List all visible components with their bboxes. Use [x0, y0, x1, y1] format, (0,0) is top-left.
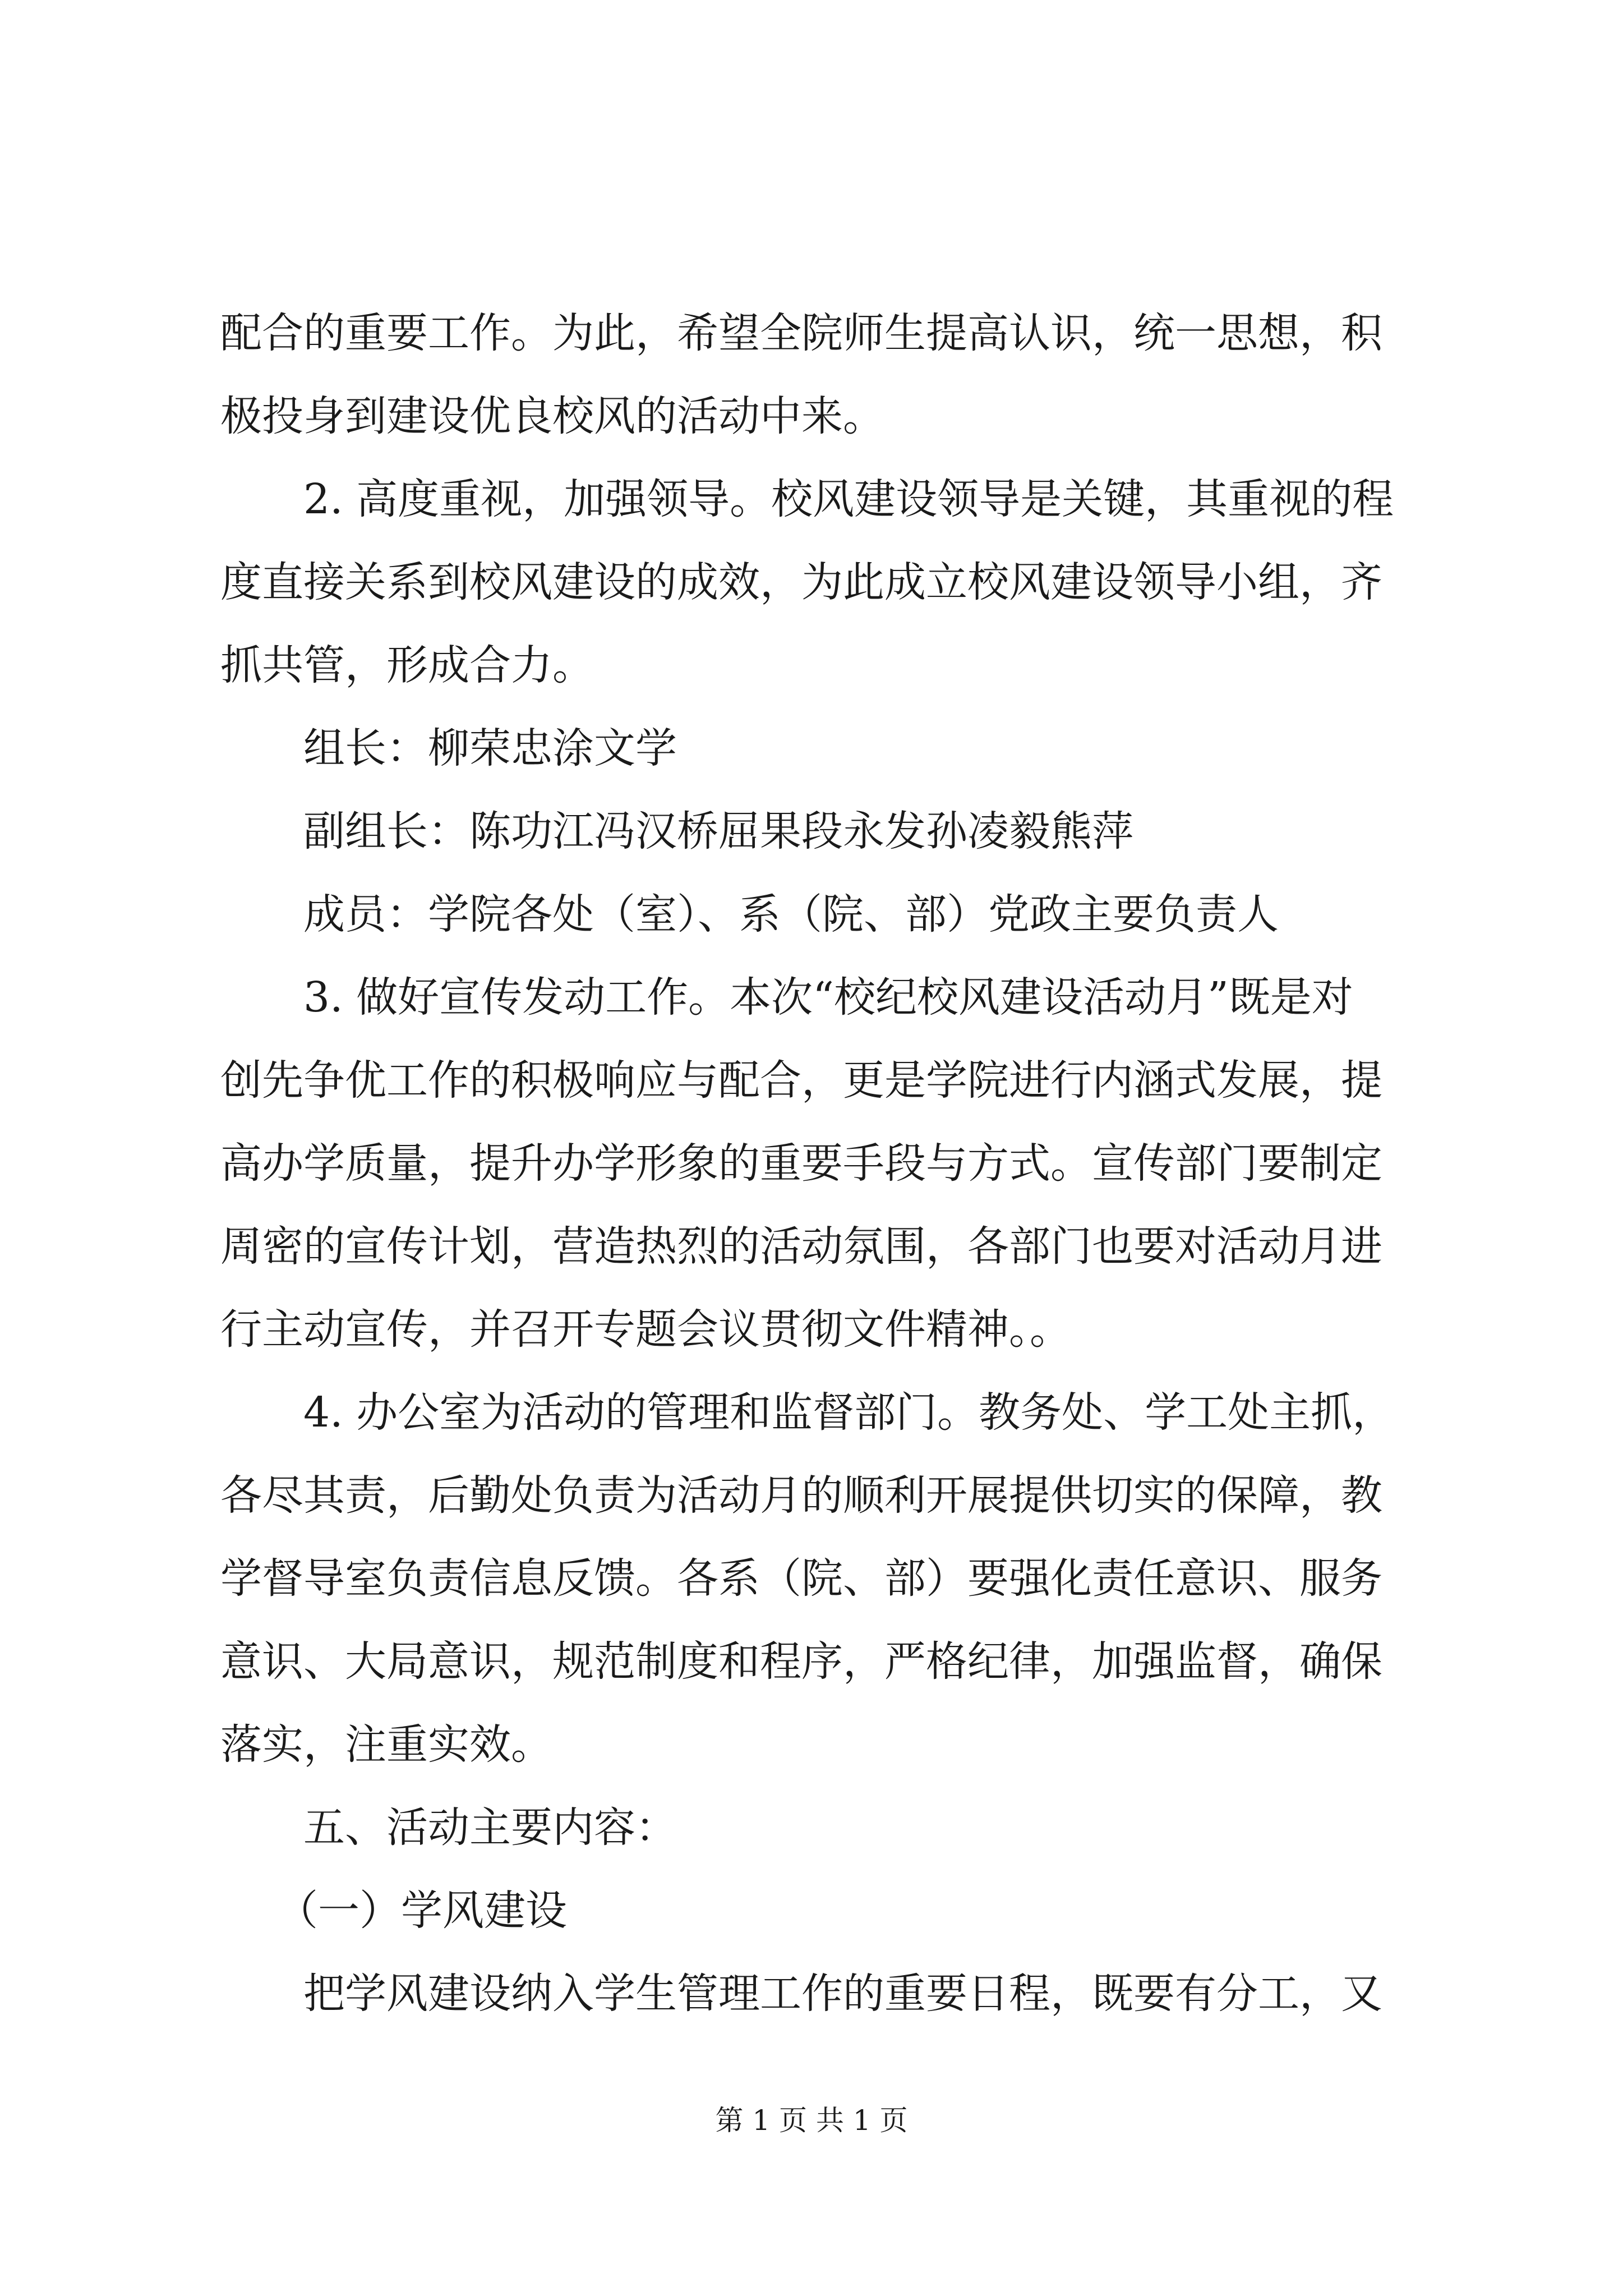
text-line: 行主动宣传，并召开专题会议贯彻文件精神。。: [220, 1305, 1071, 1354]
paragraph-3-start: 3. 做好宣传发动工作。本次“校纪校风建设活动月”既是对: [303, 973, 1353, 1022]
text-line: 各尽其责，后勤处负责为活动月的顺利开展提供切实的保障，教: [220, 1471, 1382, 1520]
group-leader-line: 组长：柳荣忠涂文学: [303, 724, 677, 772]
text-line: 学督导室负责信息反馈。各系（院、部）要强化责任意识、服务: [220, 1554, 1382, 1603]
deputy-leader-line: 副组长：陈功江冯汉桥屈果段永发孙凌毅熊萍: [303, 807, 1133, 855]
paragraph-5-start: 把学风建设纳入学生管理工作的重要日程，既要有分工，又: [303, 1970, 1382, 2018]
text-line: 创先争优工作的积极响应与配合，更是学院进行内涵式发展，提: [220, 1056, 1382, 1105]
document-body: [220, 292, 1418, 2035]
paragraph-2-start: 2. 高度重视，加强领导。校风建设领导是关键，其重视的程: [303, 475, 1394, 523]
text-line: 落实，注重实效。: [220, 1720, 552, 1769]
page-footer: 第 1 页 共 1 页: [715, 2104, 908, 2137]
text-line: 极投身到建设优良校风的活动中来。: [220, 392, 884, 440]
paragraph-4-start: 4. 办公室为活动的管理和监督部门。教务处、学工处主抓，: [303, 1388, 1394, 1437]
text-line: 高办学质量，提升办学形象的重要手段与方式。宣传部门要制定: [220, 1139, 1382, 1188]
members-line: 成员：学院各处（室）、系（院、部）党政主要负责人: [303, 890, 1279, 938]
text-line: 意识、大局意识，规范制度和程序，严格纪律，加强监督，确保: [220, 1637, 1382, 1686]
section-heading: 五、活动主要内容：: [303, 1803, 677, 1852]
text-line: 周密的宣传计划，营造热烈的活动氛围，各部门也要对活动月进: [220, 1222, 1382, 1271]
text-line: 配合的重要工作。为此，希望全院师生提高认识，统一思想，积: [220, 309, 1382, 357]
text-line: 抓共管，形成合力。: [220, 641, 594, 689]
text-line: 度直接关系到校风建设的成效，为此成立校风建设领导小组，齐: [220, 558, 1382, 606]
subsection-heading: （一）学风建设: [276, 1887, 567, 1935]
